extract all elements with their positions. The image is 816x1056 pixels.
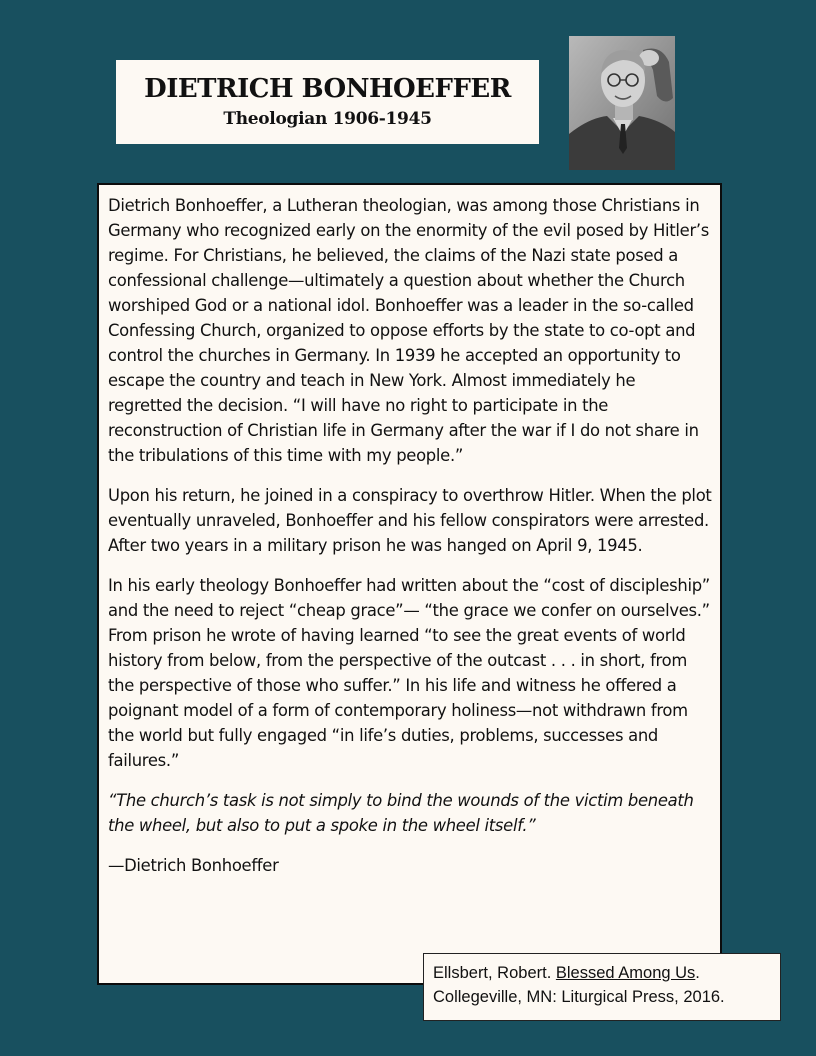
page-title: DIETRICH BONHOEFFER xyxy=(144,74,511,105)
bio-paragraph-3: In his early theology Bonhoeffer had written about the “cost of discipleship” and the need to reject “cheap grace”— “the grace we confer on ourselves.” From prison he wrote of having learned “to see the great events of world history from below, from the perspective of the outcast . . . in short, from the perspective of those who suffer.” In his life and witness he offered a poignant model of a form of contemporary holiness—not withdrawn from the world but fully engaged “in life’s duties, problems, successes and failures.” xyxy=(108,576,711,770)
biography-box xyxy=(97,183,722,985)
citation-publisher: Collegeville, MN: Liturgical Press, 2016. xyxy=(433,988,725,1006)
page-subtitle: Theologian 1906-1945 xyxy=(223,108,432,129)
citation-book-title: Blessed Among Us xyxy=(555,964,696,982)
citation-period: . xyxy=(695,964,700,982)
quote-attribution: —Dietrich Bonhoeffer xyxy=(108,856,279,875)
citation-box xyxy=(423,953,781,1021)
bio-paragraph-2: Upon his return, he joined in a conspiracy to overthrow Hitler. When the plot eventually unraveled, Bonhoeffer and his fellow conspirators were arrested. After two years in a military prison he was hanged on April 9, 1945. xyxy=(108,486,712,555)
bonhoeffer-quote: “The church’s task is not simply to bind the wounds of the victim beneath the wheel, but also to put a spoke in the wheel itself.” xyxy=(108,791,694,835)
bio-paragraph-1: Dietrich Bonhoeffer, a Lutheran theologian, was among those Christians in Germany who recognized early on the enormity of the evil posed by Hitler’s regime. For Christians, he believed, the claims of the Nazi state posed a confessional challenge—ultimately a question about whether the Church worshiped God or a national idol. Bonhoeffer was a leader in the so-called Confessing Church, organized to oppose efforts by the state to co-opt and control the churches in Germany. In 1939 he accepted an opportunity to escape the country and teach in New York. Almost immediately he regretted the decision. “I will have no right to participate in the reconstruction of Christian life in Germany after the war if I do not share in the tribulations of this time with my people.” xyxy=(108,196,710,465)
title-box xyxy=(116,60,539,144)
portrait-photo xyxy=(569,36,675,170)
citation-author: Ellsbert, Robert. xyxy=(433,964,556,982)
portrait-icon xyxy=(569,36,675,170)
